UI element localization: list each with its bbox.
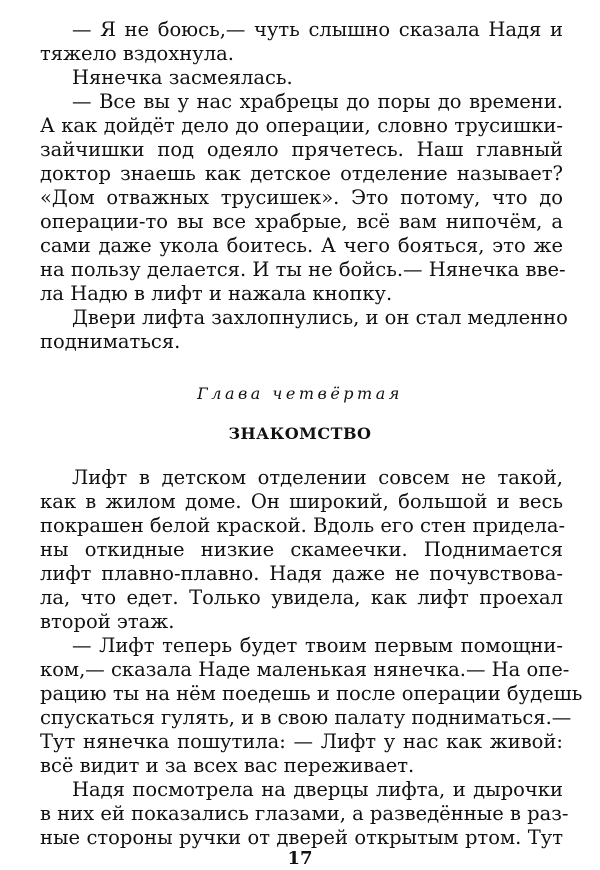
text-line: ла, что едет. Только увидела, как лифт проехал	[40, 586, 563, 609]
text-line: — Все вы у нас храбрецы до поры до времени.	[72, 90, 563, 113]
text-line: ла Надю в лифт и нажала кнопку.	[40, 282, 393, 305]
chapter-title: ЗНАКОМСТВО	[228, 424, 372, 443]
text-line: Лифт в детском отделении совсем не такой,	[72, 466, 563, 489]
text-line: — Я не боюсь,— чуть слышно сказала Надя и	[72, 18, 563, 41]
text-line: — Лифт теперь будет твоим первым помощни-	[72, 634, 563, 657]
text-line: сами даже укола боитесь. А чего бояться, это же	[40, 234, 563, 257]
text-line: А как дойдёт дело до операции, словно трусишки-	[40, 114, 563, 137]
text-line: лифт плавно-плавно. Надя даже не почувствова-	[40, 562, 563, 585]
text-line: подниматься.	[40, 330, 181, 353]
text-line: Нянечка засмеялась.	[72, 66, 293, 89]
text-line: рацию ты на нём поедешь и после операции будешь	[40, 682, 583, 705]
text-line: «Дом отважных трусишек». Это потому, что до	[40, 186, 563, 209]
text-line: ком,— сказала Наде маленькая нянечка.— На опе-	[40, 658, 570, 681]
text-line: ные стороны ручки от дверей открытым ртом. Тут	[40, 826, 563, 849]
text-line: Тут нянечка пошутила: — Лифт у нас как живой:	[40, 730, 563, 753]
text-line: Надя посмотрела на дверцы лифта, и дырочки	[72, 778, 563, 801]
text-line: как в жилом доме. Он широкий, большой и весь	[40, 490, 563, 513]
chapter-label: Глава четвёртая	[197, 384, 403, 403]
text-line: зайчишки под одеяло прячетесь. Наш главный	[40, 138, 563, 161]
text-line: тяжело вздохнула.	[40, 42, 234, 65]
text-line: покрашен белой краской. Вдоль его стен приделa-	[40, 514, 566, 537]
text-line: ны откидные низкие скамеечки. Поднимается	[40, 538, 563, 561]
text-line: второй этаж.	[40, 610, 175, 633]
text-line: Двери лифта захлопнулись, и он стал медленно	[72, 306, 568, 329]
page-number: 17	[287, 848, 313, 869]
text-line: доктор знаешь как детское отделение называет?	[40, 162, 563, 185]
text-line: операции-то вы все храбрые, всё вам нипочём, а	[40, 210, 563, 233]
text-line: спускаться гулять, и в свою палату подниматься.—	[40, 706, 572, 729]
text-line: всё видит и за всех вас переживает.	[40, 754, 415, 777]
text-line: в них ей показались глазами, а разведённые в раз-	[40, 802, 569, 825]
text-line: на пользу делается. И ты не бойсь.— Нянечка вве-	[40, 258, 566, 281]
